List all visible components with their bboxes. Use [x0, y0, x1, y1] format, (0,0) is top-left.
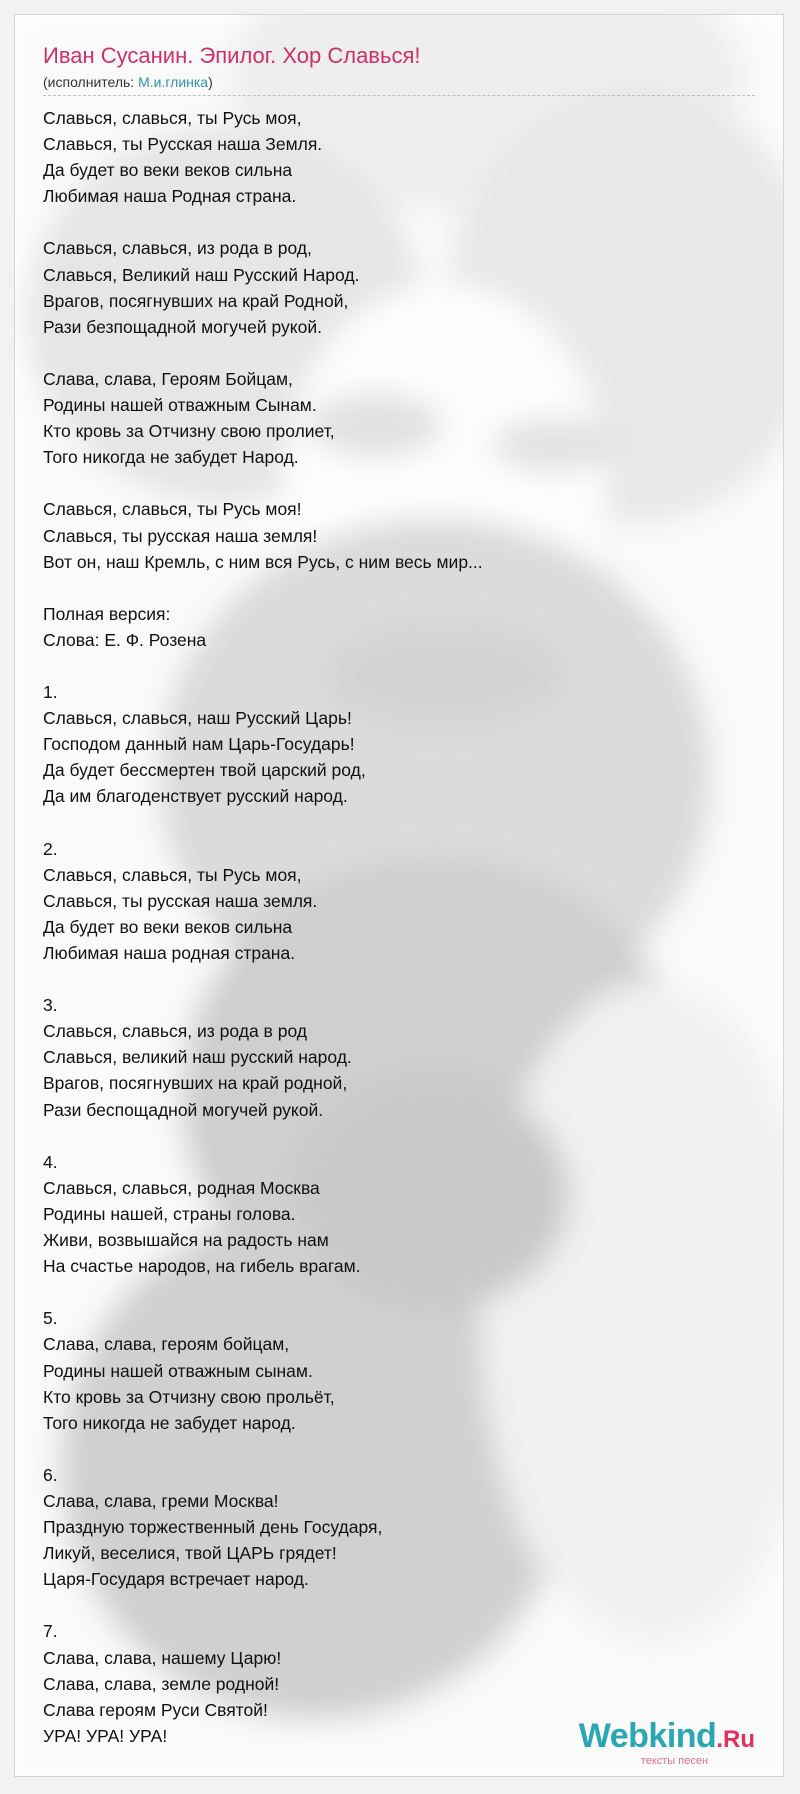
song-title: Иван Сусанин. Эпилог. Хор Славься! — [43, 43, 421, 68]
logo-tld-text: .Ru — [716, 1726, 755, 1753]
title-divider — [43, 95, 755, 96]
logo-tagline: тексты песен — [640, 1755, 709, 1767]
performer-suffix: ) — [208, 74, 213, 90]
performer-line — [43, 74, 213, 90]
lyrics-text: Славься, славься, ты Русь моя, Славься, ты Русская наша Земля. Да будет во веки веков сильна Любимая наша Родная страна. Славься, славься, из рода в род, Славься, Великий наш Русский Народ. Врагов, посягнувших на край Родной, Рази безпощадной могучей рукой. Слава, слава, Героям Бойцам, Родины нашей отважным Сынам. Кто кровь за Отчизну свою пролиет, Того никогда не забудет Народ. Славься, славься, ты Русь моя! Славься, ты русская наша земля! Вот он, наш Кремль, с ним вся Русь, с ним весь мир... Полная версия: Слова: Е. Ф. Розена 1. Славься, славься, наш Русский Царь! Господом данный нам Царь-Государь! Да будет бессмертен твой царский род, Да им благоденствует русский народ. 2. Славься, славься, ты Русь моя, Славься, ты русская наша земля. Да будет во веки веков сильна Любимая наша родная страна. 3. Славься, славься, из рода в род Славься, великий наш русский народ. Врагов, посягнувших на край родной, Рази беспощадной могучей рукой. 4. Славься, славься, родная Москва Родины нашей, страны голова. Живи, возвышайся на радость нам На счастье народов, на гибель врагам. 5. Слава, слава, героям бойцам, Родины нашей отважным сынам. Кто кровь за Отчизну свою прольёт, Того никогда не забудет народ. 6. Слава, слава, греми Москва! Праздную торжественный день Государя, Ликуй, веселися, твой ЦАРЬ грядет! Царя-Государя встречает народ. 7. Слава, слава, нашему Царю! Слава, слава, земле родной! Слава героям Руси Святой! УРА! УРА! УРА! — [43, 108, 483, 1746]
lyrics-card — [14, 14, 784, 1777]
performer-prefix: (исполнитель: — [43, 74, 139, 90]
site-logo[interactable] — [578, 1717, 755, 1767]
performer-link[interactable]: М.и.глинка — [138, 74, 209, 90]
logo-main-text: Webkind — [578, 1717, 717, 1755]
